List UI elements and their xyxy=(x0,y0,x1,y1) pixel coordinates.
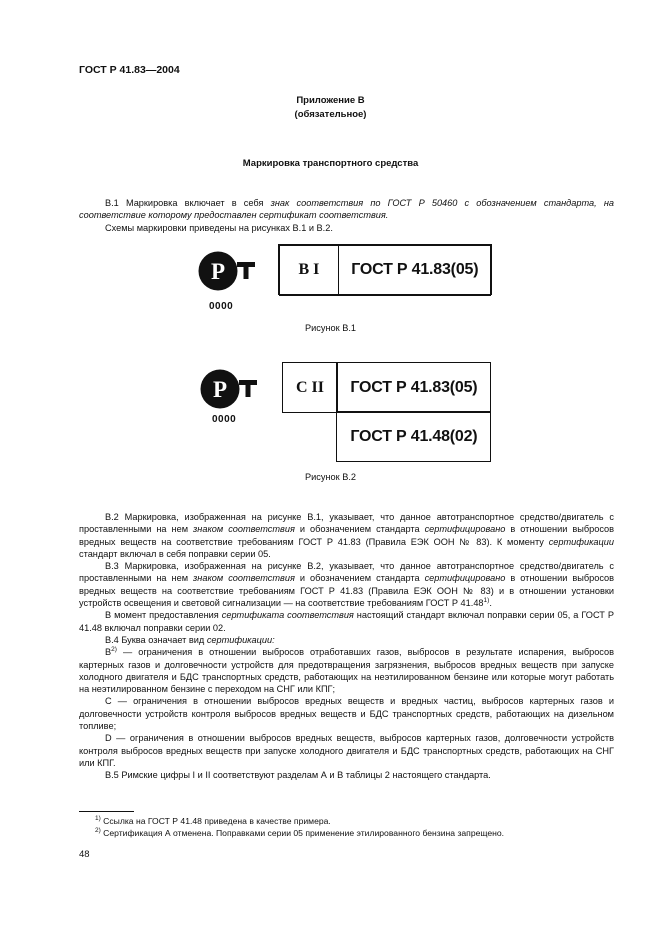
footnote-mark: 1) xyxy=(95,815,101,823)
text-span: В.1 Маркировка включает в себя xyxy=(105,198,271,208)
italic-span: сертифицировано xyxy=(424,524,506,535)
italic-span: сертифицировано xyxy=(424,573,506,584)
paragraph-b3 xyxy=(79,560,614,609)
intro-text xyxy=(79,197,614,234)
text-span: В xyxy=(105,647,112,658)
footnote-mark: 2) xyxy=(95,827,101,835)
footnote-1 xyxy=(95,816,331,826)
text-span: В момент предоставления xyxy=(105,610,222,621)
paragraph-b4-letter-c: С — ограничения в отношении выбросов вредных веществ и вредных частиц, выбросов картерных газов и долговечности устройств контроля выбросов вредных веществ и БДС транспортных средств, работающих на дизельном топливе; xyxy=(79,696,614,732)
text-span: и обозначением стандарта xyxy=(294,573,425,584)
body-text xyxy=(79,511,614,782)
text-span: В.3 Маркировка, изображенная на рисунке В.2, указывает, что данное автотранспортное средство/двигатель с проставленными на нем xyxy=(79,561,614,584)
paragraph-b4-letter-b xyxy=(79,646,614,695)
standard-designation-cell: ГОСТ Р 41.48(02) xyxy=(336,411,491,462)
text-span: — ограничения в отношении выбросов отработавших газов, выбросов в результате испарения, выбросов картерных газов и долговечности устройств для предотвращения загрязнения, выбросов вредных веществ при запуске холодного двигателя и БДС транспортных средств, работающих на неэтилированном бензине или которые могут работать на неэтилированном бензине с переходом на СНГ или КПГ; xyxy=(79,647,614,695)
svg-text:Р: Р xyxy=(210,259,226,284)
svg-text:Р: Р xyxy=(212,377,228,402)
italic-span: сертификата соответствия xyxy=(221,610,354,621)
standard-designation-cell: ГОСТ Р 41.83(05) xyxy=(338,244,492,295)
footnote-text: Сертификация А отменена. Поправками серии 05 применение этилированного бензина запрещено. xyxy=(100,828,505,838)
footnote-text: Ссылка на ГОСТ Р 41.48 приведена в качестве примера. xyxy=(100,816,331,826)
figure2-marking-box xyxy=(282,362,491,462)
footnote-ref: 2) xyxy=(111,646,117,654)
appendix-subtitle: (обязательное) xyxy=(294,109,367,120)
page-number: 48 xyxy=(79,849,90,860)
text-span: . xyxy=(489,598,492,609)
paragraph-b2 xyxy=(79,511,614,560)
paragraph-b1 xyxy=(79,197,614,222)
standard-designation-cell: ГОСТ Р 41.83(05) xyxy=(336,362,491,413)
italic-span: сертификации: xyxy=(206,634,275,645)
text-span: в отношении выбросов вредных веществ на соответствие требованиям ГОСТ Р 41.83 (Правила ЕЭК ООН № 83). К моменту xyxy=(79,524,615,547)
italic-span: сертификации xyxy=(548,536,614,547)
footnote-ref: 1) xyxy=(483,597,490,605)
italic-span: знак соответствия по ГОСТ Р 50460 с обозначением стандарта, на соответствие которому предоставлен сертификат соответствия. xyxy=(79,198,614,221)
text-span: стандарт включал в себя поправки серии 05. xyxy=(79,548,271,559)
paragraph-b5: В.5 Римские цифры I и II соответствуют разделам А и В таблицы 2 настоящего стандарта. xyxy=(105,770,491,781)
footnote-divider xyxy=(79,811,134,812)
document-header: ГОСТ Р 41.83—2004 xyxy=(79,64,180,76)
paragraph-schemes: Схемы маркировки приведены на рисунках В.1 и В.2. xyxy=(105,222,333,233)
appendix-heading xyxy=(0,94,661,122)
text-span: и обозначением стандарта xyxy=(294,524,425,535)
rst-certification-logo-icon xyxy=(199,368,259,410)
certification-type-cell: В I xyxy=(278,244,339,295)
text-span: В.2 Маркировка, изображенная на рисунке В.1, указывает, что данное автотранспортное средство/двигатель с проставленными на нем xyxy=(79,512,614,535)
figure1-marking-box xyxy=(279,245,491,296)
figure1-caption: Рисунок В.1 xyxy=(305,323,356,333)
italic-span: знаком соответствия xyxy=(193,524,295,535)
figure2-caption: Рисунок В.2 xyxy=(305,472,356,482)
section-title: Маркировка транспортного средства xyxy=(242,158,419,169)
logo-code: 0000 xyxy=(212,414,237,425)
paragraph-b3-cont xyxy=(79,609,614,634)
footnote-2 xyxy=(95,828,504,838)
paragraph-b4 xyxy=(79,634,614,646)
italic-span: знаком соответствия xyxy=(193,573,295,584)
text-span: В.4 Буква означает вид xyxy=(105,634,207,645)
logo-code: 0000 xyxy=(209,301,234,312)
text-span: в отношении выбросов вредных веществ на соответствие требованиям ГОСТ Р 41.83 (Правила ЕЭК ООН № 83) и в отношении установки устройств освещения и световой сигнализации — на соответствие требованиям ГОСТ Р 41.48 xyxy=(79,573,615,609)
appendix-title: Приложение В xyxy=(296,95,365,106)
certification-type-cell: С II xyxy=(282,362,338,413)
paragraph-b4-letter-d: D — ограничения в отношении выбросов вредных веществ, выбросов картерных газов, долговечности устройств контроля выбросов вредных веществ при запуске холодного двигателя и БДС транспортных средств, работающих на СНГ или КПГ. xyxy=(79,733,614,768)
text-span: настоящий стандарт включал поправки серии 05, а ГОСТ Р 41.48 включал поправки серии 02. xyxy=(79,610,614,633)
rst-certification-logo-icon xyxy=(197,250,257,292)
